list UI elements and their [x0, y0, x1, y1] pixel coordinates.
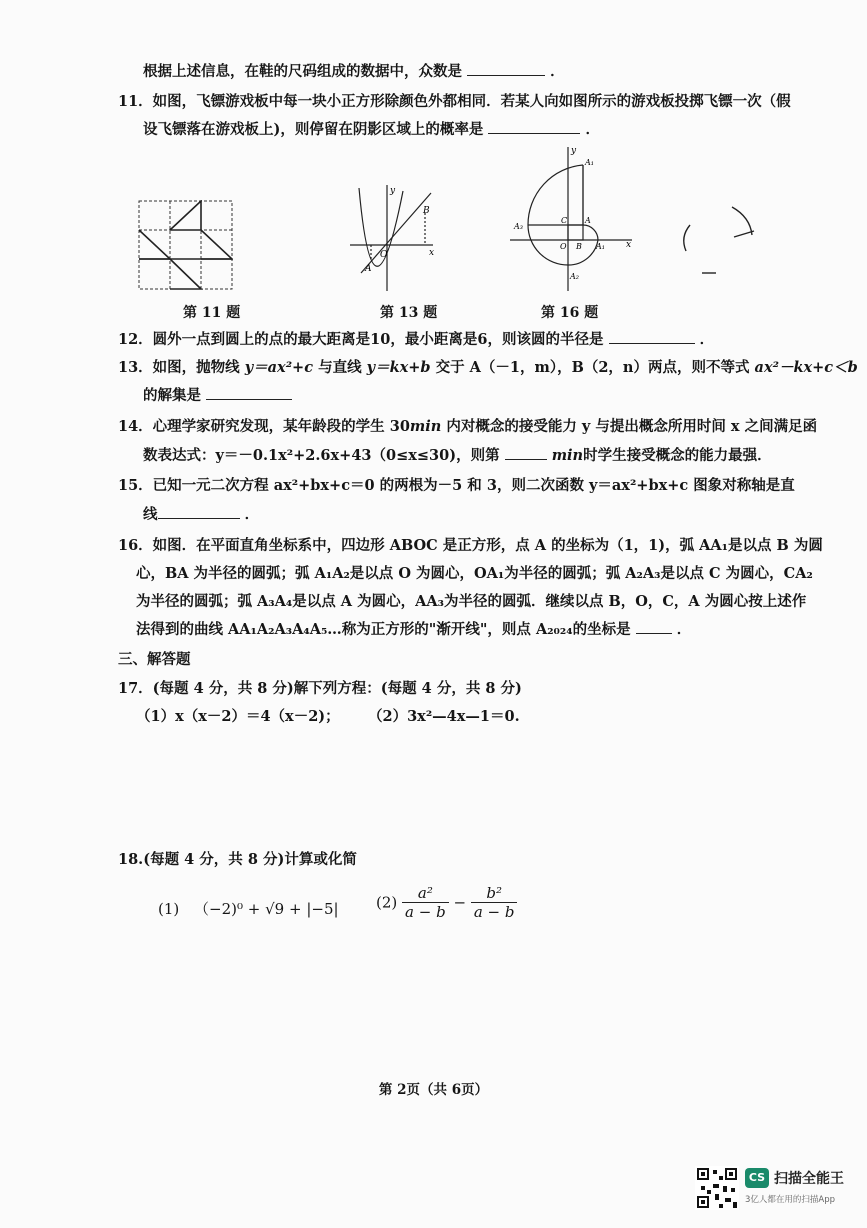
q17: 17．(每题 4 分，共 8 分)解下列方程：(每题 4 分，共 8 分)	[118, 680, 522, 697]
origin-label: O	[560, 242, 567, 251]
q17-part2: （2）3x²—4x—1＝0.	[368, 708, 520, 725]
q16-line4: 法得到的曲线 AA₁A₂A₃A₄A₅…称为正方形的"渐开线"，则点 A₂₀₂₄的坐标是 ．	[136, 621, 692, 638]
answer-blank	[206, 399, 292, 400]
camscanner-tagline: 3亿人都在用的扫描App	[745, 1195, 836, 1205]
point-c-label: C	[561, 216, 568, 225]
y-axis-label: y	[571, 146, 577, 156]
point-b-label: B	[423, 206, 430, 216]
x-axis-label: x	[626, 240, 632, 250]
y-axis-label: y	[390, 186, 396, 196]
section-3-heading: 三、解答题	[118, 651, 191, 668]
answer-blank	[505, 459, 547, 460]
q16-line2: 心，BA 为半径的圆弧；弧 A₁A₂是以点 O 为圆心，OA₁为半径的圆弧；弧 A₂A₃是以点 C 为圆心，CA₂	[136, 565, 813, 582]
q12: 12．圆外一点到圆上的点的最大距离是10，最小距离是6，则该圆的半径是 ．	[118, 331, 715, 348]
fraction-a-squared: $\frac{\text{a²}}{a - b}$	[402, 884, 449, 921]
q13-line1: 13．如图，抛物线 y＝ax²+c 与直线 y＝kx+b 交于 A（－1，m），B（2，n）两点，则不等式 ax²－kx+c＜b	[118, 359, 858, 376]
q14-line2: 数表达式：y＝－0.1x²+2.6x+43（0≤x≤30)，则第 min时学生接受概念的能力最强．	[143, 447, 772, 464]
answer-blank	[609, 343, 695, 344]
caption-figure-13: 第 13 题	[380, 305, 438, 321]
q18: 18.(每题 4 分，共 8 分)计算或化简	[118, 851, 357, 868]
q10-tail: 根据上述信息，在鞋的尺码组成的数据中，众数是 ．	[143, 63, 565, 80]
q16-line1: 16．如图．在平面直角坐标系中，四边形 ABOC 是正方形，点 A 的坐标为（1，1)，弧 AA₁是以点 B 为圆	[118, 537, 823, 554]
answer-blank	[636, 633, 672, 634]
answer-blank	[488, 133, 580, 134]
x-axis-label: x	[429, 248, 435, 258]
point-a-label: A	[585, 216, 591, 225]
q11-line2: 设飞镖落在游戏板上)，则停留在阴影区域上的概率是 ．	[143, 121, 600, 138]
caption-figure-11: 第 11 题	[183, 305, 241, 321]
q15-line2: 线 ．	[143, 506, 260, 523]
point-a2-label: A₂	[570, 272, 579, 281]
camscanner-name: 扫描全能王	[774, 1171, 844, 1187]
caption-figure-16: 第 16 题	[541, 305, 599, 321]
figure-16-involute	[508, 143, 638, 293]
q16-line3: 为半径的圆弧；弧 A₃A₄是以点 A 为圆心，AA₃为半径的圆弧．继续以点 B，O，C，A 为圆心按上述作	[136, 593, 807, 610]
q15-line1: 15．已知一元二次方程 ax²+bx+c＝0 的两根为－5 和 3，则二次函数 y＝ax²+bx+c 图象对称轴是直	[118, 477, 795, 494]
origin-label: O	[380, 250, 388, 260]
q18-part2: (2) $\frac{\text{a²}}{a - b}$ − $\frac{\text{b²}}{a - b}$	[376, 884, 517, 921]
pen-marks	[672, 195, 767, 280]
q18-part1: (1) （−2)⁰ + √9 + |−5|	[158, 900, 339, 918]
point-a3-label: A₃	[514, 222, 523, 231]
q17-part1: （1）x（x－2）＝4（x－2)；	[136, 708, 340, 725]
q14-line1: 14．心理学家研究发现，某年龄段的学生 30min 内对概念的接受能力 y 与提出概念所用时间 x 之间满足函	[118, 418, 818, 435]
figure-11-dartboard	[138, 200, 233, 290]
q11-line1: 11．如图，飞镖游戏板中每一块小正方形除颜色外都相同．若某人向如图所示的游戏板投掷飞镖一次（假	[118, 93, 791, 110]
point-b-label: B	[576, 242, 582, 251]
camscanner-logo: CS	[745, 1168, 769, 1188]
point-a-label: A	[365, 264, 372, 274]
answer-blank	[467, 75, 545, 76]
point-a1-label: A₁	[596, 242, 605, 251]
answer-blank	[158, 518, 240, 519]
fraction-b-squared: $\frac{\text{b²}}{a - b}$	[471, 884, 518, 921]
q18-part1-expression: （−2)⁰ + √9 + |−5|	[194, 900, 339, 918]
q13-line2: 的解集是	[143, 386, 292, 406]
qr-code-icon	[695, 1166, 739, 1210]
page-footer: 第 2页（共 6页）	[378, 1082, 489, 1098]
figure-13-parabola	[345, 183, 440, 293]
point-a1-top-label: A₁	[585, 158, 594, 167]
